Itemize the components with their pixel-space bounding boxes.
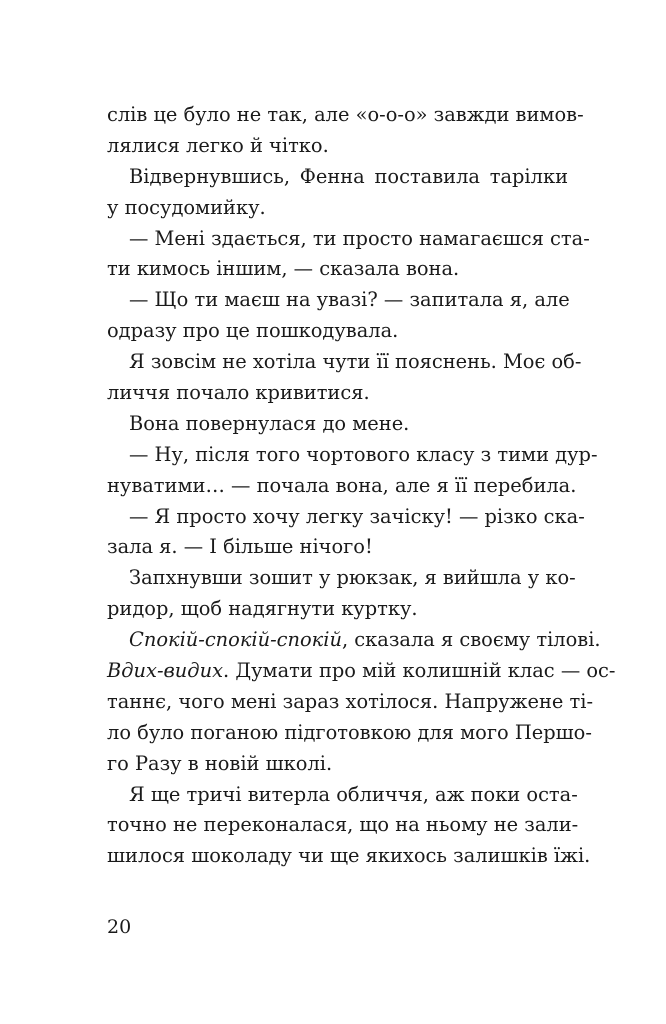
text-line [107, 224, 590, 255]
line-text: Вона повернулася до мене. [129, 411, 410, 435]
page-number: 20 [107, 916, 132, 938]
text-line [107, 440, 598, 471]
text-line [107, 810, 579, 841]
text-line [107, 471, 577, 502]
text-line [107, 563, 576, 594]
text-line [107, 131, 568, 162]
text-line [107, 285, 568, 316]
line-text: Відвернувшись, Фенна поставила тарілки [129, 164, 568, 188]
italic-phrase: Спокій-спокій-спокій [129, 628, 342, 652]
line-text: , сказала я своєму тілові. [341, 628, 601, 652]
line-text: ти кимось іншим, — сказала вона. [107, 257, 460, 281]
line-text: точно не переконалася, що на ньому не зали- [107, 813, 579, 837]
text-line [107, 100, 584, 131]
line-text: ридор, щоб надягнути куртку. [107, 597, 418, 621]
text-line [107, 162, 568, 193]
line-text: лялися легко й чітко. [107, 133, 329, 157]
text-line [107, 749, 568, 780]
line-text: Запхнувши зошит у рюкзак, я вийшла у ко- [129, 566, 576, 590]
text-line [107, 841, 591, 872]
text-line [107, 316, 568, 347]
line-text: нуватими… — почала вона, але я її перебила. [107, 473, 577, 497]
italic-phrase: Вдих-видих [107, 659, 224, 683]
line-text: . Думати про мій колишній клас — ос- [223, 659, 616, 683]
text-line [107, 780, 578, 811]
text-line [107, 656, 616, 687]
line-text: зала я. — І більше нічого! [107, 535, 373, 559]
line-text: Я ще тричі витерла обличчя, аж поки оста- [129, 782, 578, 806]
line-text: Я зовсім не хотіла чути її пояснень. Моє об- [129, 350, 582, 374]
text-line [107, 625, 601, 656]
line-text: личчя почало кривитися. [107, 381, 370, 405]
line-text: таннє, чого мені зараз хотілося. Напружене ті- [107, 689, 594, 713]
line-text: го Разу в новій школі. [107, 751, 333, 775]
text-line [107, 378, 568, 409]
line-text: — Що ти маєш на увазі? — запитала я, але [129, 288, 570, 312]
line-text: — Мені здається, ти просто намагаєшся ста- [129, 226, 590, 250]
page-body [107, 100, 616, 872]
line-text: слів це було не так, але «о-о-о» завжди вимов- [107, 103, 584, 126]
line-text: ло було поганою підготовкою для мого Першо- [107, 720, 592, 744]
text-line [107, 347, 582, 378]
text-line [107, 687, 594, 718]
line-text: одразу про це пошкодувала. [107, 319, 399, 343]
text-line [107, 502, 585, 533]
text-line [107, 594, 568, 625]
text-line [107, 409, 568, 440]
text-line [107, 718, 592, 749]
line-text: — Ну, після того чортового класу з тими дур- [129, 442, 598, 466]
text-line [107, 193, 568, 224]
line-text: у посудомийку. [107, 195, 266, 219]
line-text: шилося шоколаду чи ще якихось залишків їжі. [107, 844, 591, 868]
text-line [107, 254, 568, 285]
text-line [107, 532, 568, 563]
line-text: — Я просто хочу легку зачіску! — різко ска- [129, 504, 585, 528]
